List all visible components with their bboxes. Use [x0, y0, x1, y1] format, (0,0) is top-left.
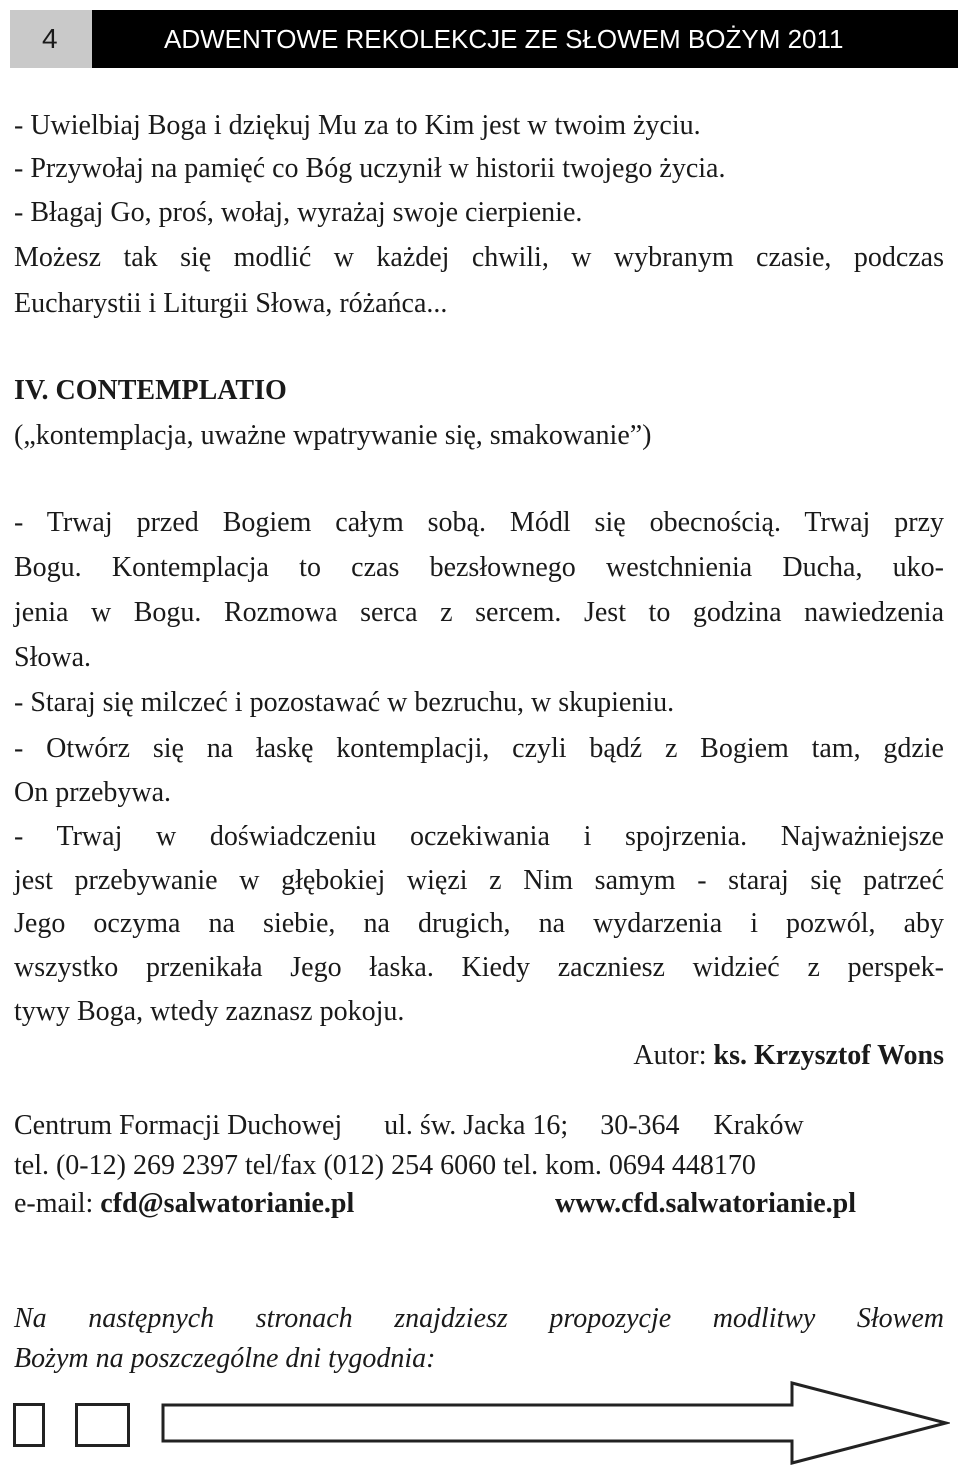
postal-code: 30-364 [600, 1110, 680, 1141]
intro-line: Możesz tak się modlić w każdej chwili, w wybranym czasie, podczas [14, 242, 944, 273]
body-line: - Otwórz się na łaskę kontemplacji, czyli bądź z Bogiem tam, gdzie [14, 733, 944, 764]
body-line: wszystko przenikała Jego łaska. Kiedy zaczniesz widzieć z perspek- [14, 952, 944, 983]
email-link[interactable]: cfd@salwatorianie.pl [100, 1188, 355, 1219]
email-label: e-mail: [14, 1188, 94, 1219]
section-heading: IV. CONTEMPLATIO [14, 375, 287, 406]
intro-line: - Przywołaj na pamięć co Bóg uczynił w historii twojego życia. [14, 153, 726, 184]
page-header-title: ADWENTOWE REKOLEKCJE ZE SŁOWEM BOŻYM 2011 [92, 10, 958, 68]
author-line [633, 1039, 944, 1073]
body-line: - Trwaj w doświadczeniu oczekiwania i spojrzenia. Najważniejsze [14, 821, 944, 852]
org-name: Centrum Formacji Duchowej [14, 1110, 343, 1141]
body-line: tywy Boga, wtedy zaznasz pokoju. [14, 996, 405, 1027]
checkbox-rect [75, 1403, 130, 1447]
contact-email-line [14, 1187, 354, 1221]
author-name: ks. Krzysztof Wons [713, 1040, 944, 1071]
footer-note-line: Na następnych stronach znajdziesz propozycje modlitwy Słowem [14, 1303, 944, 1334]
body-line: - Staraj się milczeć i pozostawać w bezruchu, w skupieniu. [14, 687, 675, 718]
body-line: Bogu. Kontemplacja to czas bezsłownego westchnienia Ducha, uko- [14, 552, 944, 583]
page-header [10, 10, 958, 68]
footer-note-line: Bożym na poszczególne dni tygodnia: [14, 1343, 436, 1374]
author-label: Autor: [633, 1040, 707, 1071]
intro-line: - Uwielbiaj Boga i dziękuj Mu za to Kim jest w twoim życiu. [14, 110, 701, 141]
page-number: 4 [10, 10, 92, 68]
right-arrow-icon [160, 1380, 950, 1466]
website-link[interactable]: www.cfd.salwatorianie.pl [555, 1188, 856, 1219]
contact-address-line [14, 1109, 804, 1143]
contact-phones: tel. (0-12) 269 2397 tel/fax (012) 254 6060 tel. kom. 0694 448170 [14, 1150, 756, 1181]
checkbox-square [13, 1403, 45, 1447]
body-line: On przebywa. [14, 777, 172, 808]
body-line: jest przebywanie w głębokiej więzi z Nim samym - staraj się patrzeć [14, 865, 944, 896]
street-address: ul. św. Jacka 16; [384, 1110, 569, 1141]
section-subheading: („kontemplacja, uważne wpatrywanie się, smakowanie”) [14, 420, 652, 451]
body-line: Słowa. [14, 642, 91, 673]
body-line: jenia w Bogu. Rozmowa serca z sercem. Jest to godzina nawiedzenia [14, 597, 944, 628]
body-line: - Trwaj przed Bogiem całym sobą. Módl się obecnością. Trwaj przy [14, 507, 944, 538]
body-line: Jego oczyma na siebie, na drugich, na wydarzenia i pozwól, aby [14, 908, 944, 939]
intro-line: Eucharystii i Liturgii Słowa, różańca... [14, 288, 448, 319]
city: Kraków [713, 1110, 804, 1141]
intro-line: - Błagaj Go, proś, wołaj, wyrażaj swoje cierpienie. [14, 197, 583, 228]
